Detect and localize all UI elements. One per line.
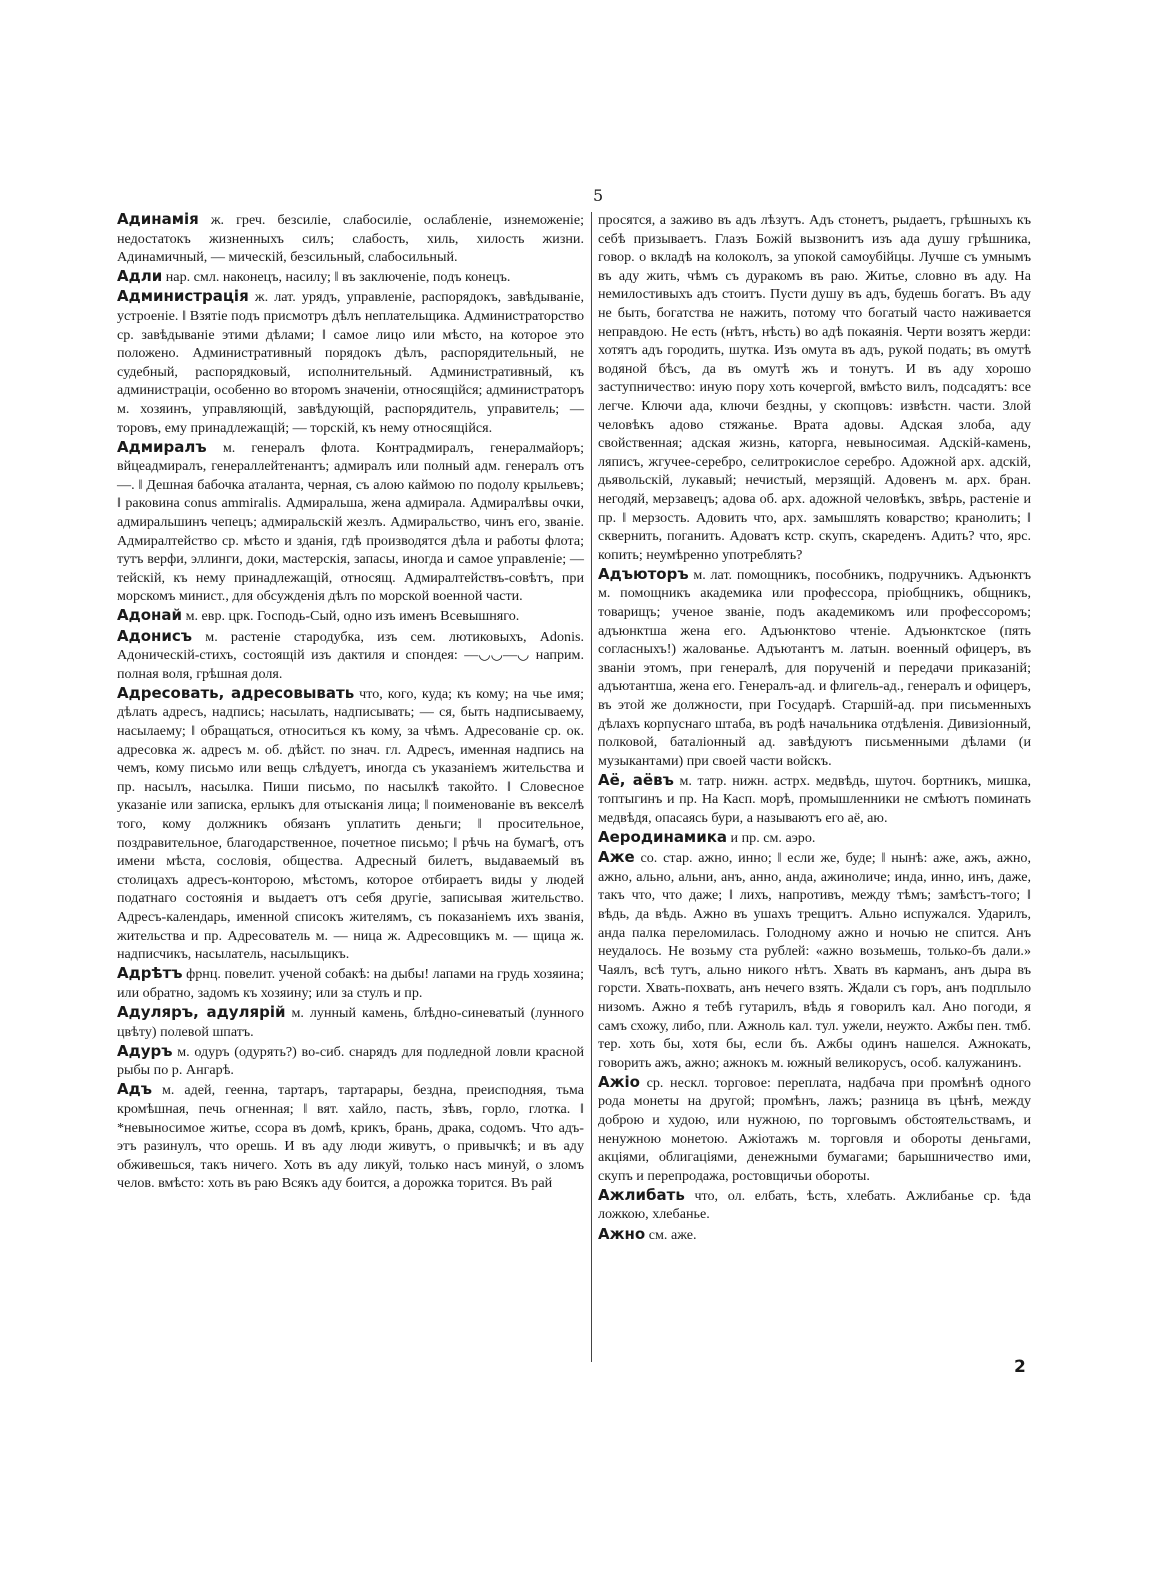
entry-text: м. генералъ флота. Контрадмиралъ, генералмайоръ; вйцеадмиралъ, генераллейтенантъ; адмиралъ или полный адм. генералъ отъ—. ‖ Дешная бабочка аталанта, черная, съ алою каймою по подолу крыльевъ; ‖ раковина conus ammiralis. Адмиральша, жена адмирала. Адмиралѣвы очки, адмиральшинъ чепецъ; адмиральскій жезлъ. Адмиральство, чинъ его, званіе. Адмиралтейство ср. мѣсто и зданія, гдѣ производятся дѣла и работы флота; тутъ верфи, эллинги, доки, мастерскія, запасы, иногда и самое управленіе; — тейскій, къ нему принадлежащій, относящ. Адмиралтействъ-совѣтъ, при морскомъ минист., для обсужденія дѣлъ по морской военной части. bbox=[117, 439, 584, 605]
dictionary-entry bbox=[117, 627, 584, 684]
entry-headword: Адъ bbox=[117, 1080, 152, 1099]
left-column bbox=[117, 210, 584, 1193]
entry-headword: Адуляръ, адулярій bbox=[117, 1002, 286, 1021]
entry-headword: Аё, аёвъ bbox=[598, 770, 674, 789]
entry-headword: Адонисъ bbox=[117, 626, 193, 645]
dictionary-entry bbox=[117, 438, 584, 606]
page-number: 5 bbox=[593, 186, 604, 205]
dictionary-entry bbox=[598, 771, 1031, 828]
dictionary-entry bbox=[117, 210, 584, 267]
entry-text: м. евр. црк. Господь-Сый, одно изъ именъ Всевышняго. bbox=[185, 608, 520, 625]
entry-text: м. татр. нижн. астрх. медвѣдь, шуточ. бортникъ, мишка, топтыгинъ и пр. На Касп. морѣ, промышленники не смѣютъ поминать медвѣдя, опасаясь бури, а называютъ его аё, аю. bbox=[598, 772, 1032, 826]
dictionary-entry bbox=[117, 606, 584, 626]
entry-text: со. стар. ажно, инно; ‖ если же, буде; ‖ нынѣ: аже, ажъ, ажно, ажно, ально, альни, анъ, анно, анда, ажиноличе; инда, инно, инъ, даже, такъ что, что даже; ‖ лихъ, напротивъ, между тѣмъ; замѣстъ-того; ‖ вѣдь, да вѣдь. Ажно въ ушахъ трещитъ. Ально испужался. Ударилъ, анда палка переломилась. Голодному ажно и ночью не спится. Анъ неудалось. Не возьму ста рублей: «ажно возьмешь, только-бъ дали.» Чаялъ, всѣ тутъ, ально никого нѣтъ. Хвать въ карманъ, анъ дыра въ горсти. Хвать-похвать, анъ нечего взять. Ждали съ горъ, анъ подплыло низомъ. Ажно я тебѣ гутарилъ, вѣдь я говорилъ кал. Ано погоди, я самъ схожу, либо, пли. Ажноль кал. тул. ужели, неужто. Ажбы пен. тмб. тер. хоть бы, хотя бы, если бъ. Ажбы одинъ нашелся. Ажнокать, говорить ажъ, ажно; ажнокъ м. южный великорусъ, особ. калужанинъ. bbox=[598, 850, 1031, 1071]
entry-text: что, ол. елбать, ѣсть, хлебать. Ажлибанье ср. ѣда ложкою, хлебанье. bbox=[598, 1187, 1031, 1223]
entry-headword: Адъюторъ bbox=[598, 564, 689, 583]
entry-text: м. растеніе стародубка, изъ сем. лютиковыхъ, Adonis. Адоническій-стихъ, состоящій изъ дактиля и спондея: —◡◡—◡ наприм. полная воля, грѣшная доля. bbox=[117, 628, 584, 682]
entry-headword: Администрація bbox=[117, 287, 249, 306]
entry-headword: Адли bbox=[117, 267, 163, 286]
entry-text: и пр. см. аэро. bbox=[730, 830, 816, 847]
entry-headword: Аеродинамика bbox=[598, 828, 728, 847]
entry-text: м. лат. помощникъ, пособникъ, подручникъ. Адъюнктъ м. помощникъ академика или профессора, пріобщникъ, общникъ, товарищъ; ученое званіе, подъ академикомъ или профессоромъ; адъюнктша жена его. Адъюнктово чтеніе. Адъюнктское (пять согласныхъ!) жалованье. Адъютантъ м. латын. военный офицеръ, въ званіи этомъ, при генералѣ, для порученій и передачи приказаній; адъютантша, жена его. Генералъ-ад. и флигель-ад., генералъ и офицеръ, въ этой же должности, при Государѣ. Старшій-ад. при письменныхъ дѣлахъ корпуснаго штаба, въ родѣ начальника отдѣленія. Дивизіонный, полковой, баталіонный ад. завѣдуютъ письменными дѣлами (и музыкантами) при своей части войскъ. bbox=[598, 566, 1031, 769]
entry-text: просятся, а заживо въ адъ лѣзутъ. Адъ стонетъ, рыдаетъ, грѣшныхъ къ себѣ призываетъ. Глазъ Божій вызвонитъ изъ ада душу грѣшника, говор. о вкладѣ на колоколъ, за упокой самоубійцы. Лучше съ умнымъ въ аду жить, чѣмъ съ дуракомъ въ раю. Житье, словно въ аду. На немилостивыхъ адъ стоитъ. Пусти душу въ адъ, будешь богатъ. Въ аду не быть, богатства не нажить, потому что богатый часто наживается неправдою. Не есть (нѣтъ, нѣсть) во адѣ покаянія. Черти возятъ жерди: хотятъ адъ городить, шутка. Изъ омута въ адъ, рукой подать; въ омутѣ водяной бѣсъ, да въ омутѣ жъ и тонутъ. И въ аду хорошо заступничество: иную пору хоть кочергой, вмѣсто вилъ, подсадятъ: все легче. Ключи ада, ключи бездны, у скопцовъ: извѣстн. части. Злой человѣкъ адово стяжанье. Врата адовы. Адская злоба, аду свойственная; адская жизнь, каторга, невыносимая. Адскій-камень, ляписъ, жгучее-серебро, селитрокислое серебро. Адожной арх. адскій, дьявольскій, лукавый; нечистый, мерзящій. Адовенъ м. арх. бран. негодяй, мерзавецъ; адова об. арх. адожной человѣкъ, звѣрь, растеніе и пр. ‖ мерзость. Адовить что, арх. замышлять коварство; кранолить; ‖ сквернить, поганить. Адоватъ кстр. скупъ, скареденъ. Адить? что, ярс. копить; неумѣренно употреблять? bbox=[598, 212, 1031, 563]
dictionary-entry bbox=[117, 267, 584, 287]
entry-text: м. одуръ (одурять?) во-сиб. снарядъ для подледной ловли красной рыбы по р. Ангарѣ. bbox=[117, 1043, 584, 1079]
column-divider bbox=[591, 212, 592, 1362]
entry-headword: Адрѣтъ bbox=[117, 964, 183, 983]
entry-headword: Ажіо bbox=[598, 1072, 640, 1091]
dictionary-entry bbox=[598, 1186, 1031, 1224]
entry-headword: Адмиралъ bbox=[117, 437, 207, 456]
entry-headword: Адуръ bbox=[117, 1041, 173, 1060]
dictionary-entry bbox=[598, 1073, 1031, 1186]
entry-headword: Адинамія bbox=[117, 210, 199, 228]
signature-number: 2 bbox=[1014, 1357, 1026, 1377]
entry-text: нар. смл. наконецъ, насилу; ‖ въ заключеніе, подъ конецъ. bbox=[165, 269, 511, 286]
entry-text: ср. нескл. торговое: переплата, надбача при промѣнѣ одного рода монеты на другой; промѣнъ, лажъ; разница въ цѣнѣ, между доброю и худою, или нужною, по торговымъ обстоятельствамъ, и ненужною монетою. Ажіотажъ м. торговля и обороты деньгами, акціями, облигаціями, денежными бумагами; барышничество ими, скупъ и перепродажа, ростовщичьи обороты. bbox=[598, 1074, 1031, 1184]
entry-text: м. адей, геенна, тартаръ, тартарары, бездна, преисподняя, тьма кромѣшная, печь огненная; ‖ вят. хайло, пасть, зѣвъ, горло, глотка. ‖ *невыносимое житье, ссора въ домѣ, крикъ, брань, драка, содомъ. Что адъ-этъ разинулъ, что орешь. И въ аду люди живутъ, о привычкѣ; и въ аду обживешься, такъ ничего. Хоть въ аду ликуй, только насъ минуй, о зломъ челов. вмѣсто: хоть въ раю Всякъ аду боится, а дорожка торится. Въ рай bbox=[117, 1082, 584, 1192]
entry-text: что, кого, куда; къ кому; на чье имя; дѣлать адресъ, надпись; насылать, надписывать; — ся, быть надписываему, насылаему; ‖ обращаться, относиться къ кому, за чѣмъ. Адресованіе ср. ок. адресовка ж. адресъ м. об. дѣйст. по знач. гл. Адресъ, именная надпись на чемъ, кому письмо или вещь слѣдуетъ, иногда съ указаніемъ жительства и пр. насылъ, насылка. Пиши письмо, по насылкѣ такойто. ‖ Словесное указаніе или записка, ерлыкъ для отысканія лица; ‖ поименованіе въ векселѣ того, кому должникъ обязанъ уплатить деньги; ‖ просительное, поздравительное, благодарственное, почетное письмо; ‖ рѣчь на бумагѣ, отъ имени мѣста, сословія, общества. Адресный билетъ, выдаваемый въ столицахъ адресъ-конторою, мѣстомъ, которое отбираетъ виды у людей податнаго состоянія и выдаетъ отъ себя другіе, записывая жительство. Адресъ-календарь, именной списокъ жителямъ, съ показаніемъ ихъ званія, жительства и пр. Адресователь м. — ница ж. Адресовщикъ м. — щица ж. надписчикъ, насылатель, насыльщикъ. bbox=[117, 685, 584, 963]
entry-text: ж. греч. безсиліе, слабосиліе, ослабленіе, изнеможеніе; недостатокъ жизненныхъ силъ; слабость, хиль, хилость жизни. Адинамичный, — мическій, безсильный, слабосильный. bbox=[117, 212, 584, 266]
entry-text: м. лунный камень, блѣдно-синеватый (лунного цвѣту) полевой шпатъ. bbox=[117, 1004, 584, 1040]
entry-headword: Адонай bbox=[117, 606, 183, 625]
right-column bbox=[598, 210, 1031, 1245]
entry-text: фрнц. повелит. ученой собакѣ: на дыбы! лапами на грудь хозяина; или обратно, задомъ къ хозяину; или за стулъ и пр. bbox=[117, 966, 584, 1001]
dictionary-entry bbox=[117, 1080, 584, 1193]
entry-headword: Ажно bbox=[598, 1224, 646, 1243]
dictionary-entry bbox=[598, 1225, 1031, 1245]
entry-headword: Аже bbox=[598, 848, 635, 867]
dictionary-entry bbox=[117, 684, 584, 964]
entry-text: ж. лат. урядъ, управленіе, распорядокъ, завѣдываніе, устроеніе. ‖ Взятіе подъ присмотръ дѣлъ неплательщика. Администраторство ср. завѣдываніе этими дѣлами; ‖ самое лицо или мѣсто, на которое это положено. Административный порядокъ дѣлъ, распорядительный, не судебный, распорядковый, исполнительный. Административный, къ администраціи, особенно во второмъ значеніи, относящійся; администраторъ м. хозяинъ, управляющій, завѣдующій, распорядитель, управитель; — торовъ, ему принадлежащій; — торскій, къ нему относящійся. bbox=[117, 289, 584, 436]
dictionary-entry bbox=[598, 828, 1031, 848]
dictionary-entry bbox=[117, 287, 584, 437]
dictionary-entry bbox=[598, 565, 1031, 771]
entry-headword: Ажлибать bbox=[598, 1185, 685, 1204]
dictionary-entry bbox=[117, 1042, 584, 1080]
dictionary-entry bbox=[598, 210, 1031, 564]
entry-text: см. аже. bbox=[648, 1226, 697, 1243]
dictionary-entry bbox=[117, 964, 584, 1002]
entry-headword: Адресовать, адресовывать bbox=[117, 683, 355, 702]
dictionary-entry bbox=[598, 848, 1031, 1072]
dictionary-entry bbox=[117, 1003, 584, 1041]
